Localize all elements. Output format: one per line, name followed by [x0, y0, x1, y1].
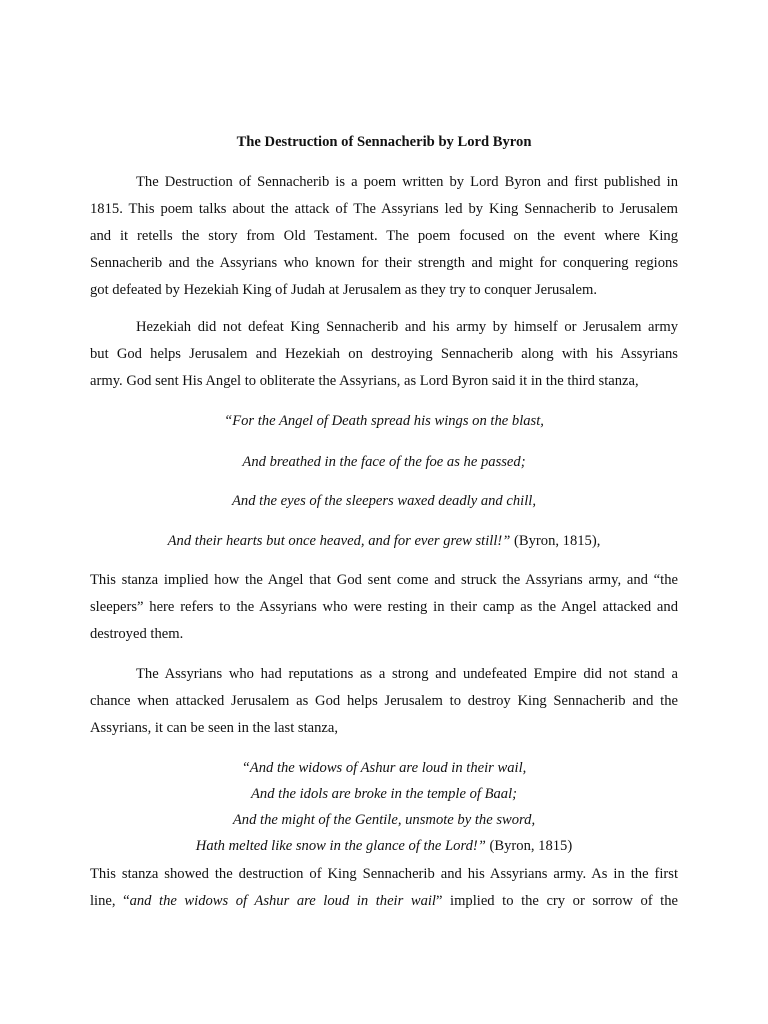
paragraph-line: got defeated by Hezekiah King of Judah at Jerusalem as they try to conquer Jerusalem.	[90, 282, 597, 298]
paragraph-line-mixed	[90, 888, 678, 915]
citation: (Byron, 1815)	[485, 838, 573, 854]
paragraph-line: sleepers” here refers to the Assyrians who were resting in their camp as the Angel attacked and	[90, 599, 678, 615]
citation: (Byron, 1815),	[510, 533, 601, 549]
quote-2-line: “And the widows of Ashur are loud in their wail,	[241, 760, 527, 776]
paragraph-line: 1815. This poem talks about the attack of The Assyrians led by King Sennacherib to Jerusalem	[90, 201, 678, 217]
quote-1-line: And breathed in the face of the foe as he passed;	[242, 454, 526, 470]
paragraph-2	[90, 314, 678, 395]
quote-1-line: “For the Angel of Death spread his wings on the blast,	[224, 413, 544, 429]
quoted-italic-text: and the widows of Ashur are loud in their wail	[129, 893, 436, 909]
paragraph-line: This stanza implied how the Angel that God sent come and struck the Assyrians army, and “the	[90, 572, 678, 588]
paragraph-1	[90, 169, 678, 304]
text-run: line, “	[90, 893, 130, 909]
quote-1-line: And the eyes of the sleepers waxed deadly and chill,	[232, 493, 536, 509]
quote-1-last-line	[0, 531, 768, 551]
paragraph-line: but God helps Jerusalem and Hezekiah on destroying Sennacherib along with his Assyrians	[90, 346, 678, 362]
paragraph-line: army. God sent His Angel to obliterate the Assyrians, as Lord Byron said it in the third stanza,	[90, 373, 639, 389]
quote-2-line: And the idols are broke in the temple of Baal;	[250, 786, 517, 802]
paragraph-3	[90, 567, 678, 648]
paragraph-line: This stanza showed the destruction of King Sennacherib and his Assyrians army. As in the first	[90, 866, 678, 882]
text-run: ” implied to the cry or sorrow of the	[435, 893, 678, 909]
paragraph-line: Assyrians, it can be seen in the last stanza,	[90, 720, 339, 736]
quote-1-line: And their hearts but once heaved, and for ever grew still!”	[167, 533, 511, 549]
quote-2-last-line	[0, 836, 768, 856]
paragraph-line: Sennacherib and the Assyrians who known for their strength and might for conquering regions	[90, 255, 678, 271]
paragraph-5	[90, 861, 678, 915]
paragraph-line: The Destruction of Sennacherib is a poem written by Lord Byron and first published in	[136, 174, 678, 190]
paragraph-line: destroyed them.	[90, 626, 184, 642]
quote-2-line: Hath melted like snow in the glance of the Lord!”	[195, 838, 486, 854]
document-title: The Destruction of Sennacherib by Lord Byron	[236, 134, 532, 150]
paragraph-line: chance when attacked Jerusalem as God helps Jerusalem to destroy King Sennacherib and the	[90, 693, 678, 709]
quote-2-line: And the might of the Gentile, unsmote by the sword,	[232, 812, 536, 828]
paragraph-line: The Assyrians who had reputations as a strong and undefeated Empire did not stand a	[136, 666, 678, 682]
paragraph-4	[90, 661, 678, 742]
paragraph-line: and it retells the story from Old Testament. The poem focused on the event where King	[90, 228, 678, 244]
paragraph-line: Hezekiah did not defeat King Sennacherib and his army by himself or Jerusalem army	[136, 319, 678, 335]
